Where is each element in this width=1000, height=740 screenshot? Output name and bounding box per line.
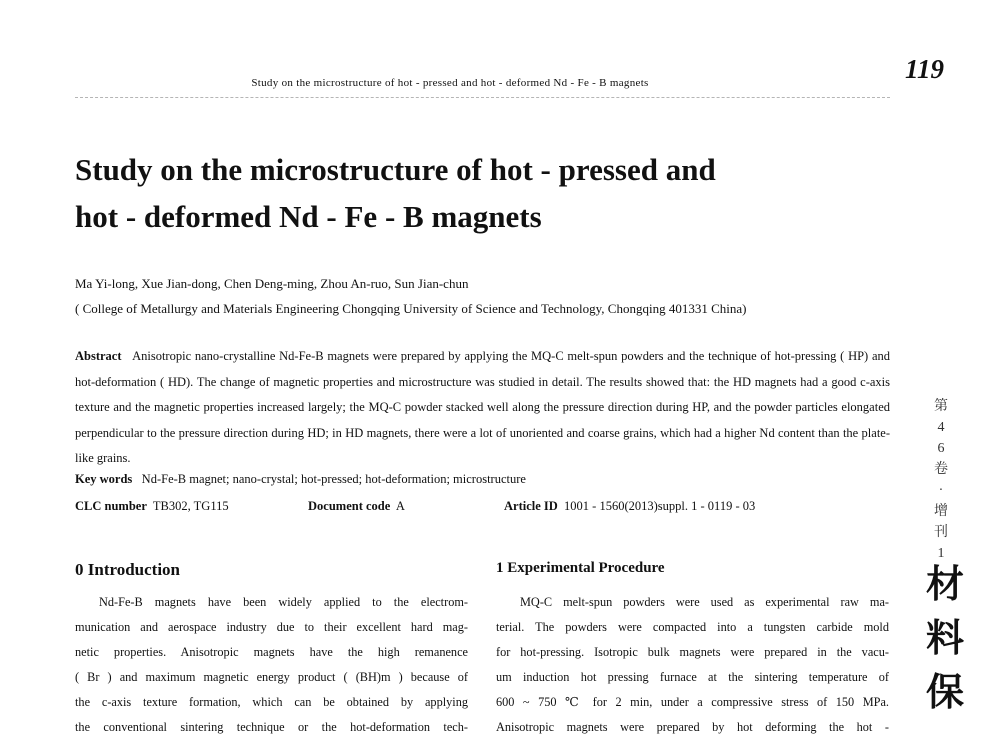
- experimental-body: [496, 590, 889, 740]
- abstract: [75, 344, 890, 472]
- side-char: 增: [934, 504, 948, 519]
- side-big-char: 保: [925, 672, 964, 714]
- side-char: 卷: [934, 462, 948, 477]
- side-big-char: 材: [925, 564, 964, 606]
- clc-number: [75, 499, 229, 514]
- authors: Ma Yi-long, Xue Jian-dong, Chen Deng-ming, Zhou An-ruo, Sun Jian-chun: [75, 276, 469, 291]
- body-line: MQ-C melt-spun powders were used as experimental raw ma-: [520, 595, 889, 609]
- body-line: um induction hot pressing furnace at the sintering temperature of: [496, 670, 889, 684]
- body-line: the c-axis texture formation, which can be obtained by applying: [75, 695, 468, 709]
- header-divider: [75, 97, 890, 98]
- abstract-text: Anisotropic nano-crystalline Nd-Fe-B magnets were prepared by applying the MQ-C melt-spun powders and the technique of hot-pressing ( HP) and hot-deformation ( HD). The change of magnetic properties and microstructure was studied in detail. The results showed that: the HD magnets had a good c-axis texture and the magnetic properties increased largely; the MQ-C powder stacked well along the pressure direction during HP, and the powder particles elongated perpendicular to the pressure direction during HD; in HD magnets, there were a lot of unoriented and coarse grains, which had a higher Nd content than the plate-like grains.: [75, 349, 891, 466]
- section-heading-experimental: 1 Experimental Procedure: [496, 560, 665, 576]
- document-code-value: A: [395, 499, 405, 513]
- keywords-label: Key words: [75, 472, 133, 486]
- title-line-2: hot - deformed Nd - Fe - B magnets: [75, 199, 542, 234]
- body-line: for hot-pressing. Isotropic bulk magnets were prepared in the vacu-: [496, 645, 889, 659]
- clc-label: CLC number: [75, 499, 147, 513]
- side-char: 4: [937, 420, 945, 435]
- body-line: Nd-Fe-B magnets have been widely applied to the electrom-: [99, 595, 468, 609]
- side-big-char: 料: [925, 618, 964, 660]
- abstract-label: Abstract: [75, 349, 122, 363]
- body-line: netic properties. Anisotropic magnets have the high remanence: [75, 645, 468, 659]
- article-id-value: 1001 - 1560(2013)suppl. 1 - 0119 - 03: [564, 499, 756, 513]
- introduction-body: [75, 590, 468, 740]
- article-id: [504, 499, 755, 514]
- section-heading-introduction: 0 Introduction: [75, 560, 181, 579]
- side-volume-label: [930, 396, 952, 564]
- body-line: the conventional sintering technique or the hot-deformation tech-: [75, 720, 468, 734]
- document-code-label: Document code: [308, 499, 391, 513]
- side-char: 第: [934, 399, 948, 414]
- body-line: munication and aerospace industry due to their excellent hard mag-: [75, 620, 468, 634]
- side-char: ·: [938, 483, 944, 498]
- body-line: terial. The powders were compacted into a tungsten carbide mold: [496, 620, 889, 634]
- document-code: [308, 499, 405, 514]
- affiliation: ( College of Metallurgy and Materials Engineering Chongqing University of Science and Technology, Chongqing 401331 China): [75, 301, 747, 316]
- side-journal-name: [922, 558, 968, 720]
- side-char: 刊: [934, 525, 948, 540]
- body-line: ( Br ) and maximum magnetic energy product ( (BH)m ) because of: [75, 670, 468, 684]
- title-line-1: Study on the microstructure of hot - pressed and: [75, 152, 716, 187]
- page-number: 119: [905, 54, 945, 84]
- keywords-text: Nd-Fe-B magnet; nano-crystal; hot-pressed; hot-deformation; microstructure: [141, 472, 526, 486]
- side-char: 6: [937, 441, 945, 456]
- article-id-label: Article ID: [504, 499, 558, 513]
- body-line: Anisotropic magnets were prepared by hot deforming the hot -: [496, 720, 889, 734]
- body-line: 600 ~ 750 ℃ for 2 min, under a compressive stress of 150 MPa.: [496, 695, 889, 709]
- side-char: 1: [937, 546, 945, 561]
- clc-value: TB302, TG115: [152, 499, 229, 513]
- paper-title: [75, 146, 835, 240]
- running-head: Study on the microstructure of hot - pressed and hot - deformed Nd - Fe - B magnets: [251, 77, 649, 89]
- keywords: [75, 472, 890, 487]
